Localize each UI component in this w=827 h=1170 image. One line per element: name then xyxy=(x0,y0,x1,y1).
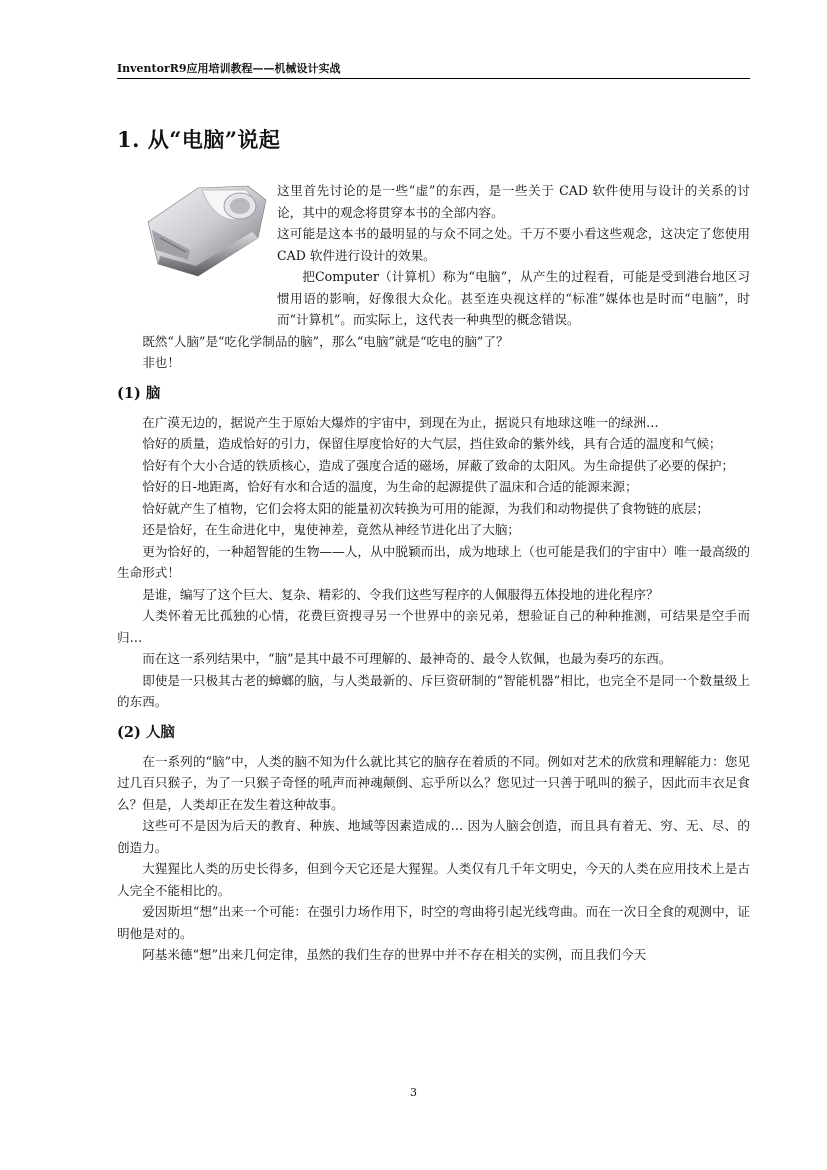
brain-paragraph: 人类怀着无比孤独的心情，花费巨资搜寻另一个世界中的亲兄弟，想验证自己的种种推测，可结果是空手而归… xyxy=(117,608,750,645)
intro-paragraph-4: 既然“人脑”是“吃化学制品的脑”，那么“电脑”就是“吃电的脑”了？ xyxy=(142,333,509,349)
human-brain-paragraph: 阿基米德“想”出来几何定律，虽然的我们生存的世界中并不存在相关的实例，而且我们今天 xyxy=(142,947,647,962)
human-brain-paragraph: 这些可不是因为后天的教育、种族、地域等因素造成的… 因为人脑会创造，而且具有着无、穷、无、尽、的创造力。 xyxy=(117,818,750,855)
brain-paragraph: 在广漠无边的，据说产生于原始大爆炸的宇宙中，到现在为止，据说只有地球这唯一的绿洲… xyxy=(142,414,659,430)
intro-paragraph-1: 这里首先讨论的是一些“虚”的东西，是一些关于 CAD 软件使用与设计的关系的讨论，其中的观念将贯穿本书的全部内容。 xyxy=(277,183,750,220)
human-brain-paragraph: 爱因斯坦“想”出来一个可能：在强引力场作用下，时空的弯曲将引起光线弯曲。而在一次日全食的观测中，证明他是对的。 xyxy=(117,904,750,941)
human-brain-paragraph: 在一系列的“脑”中，人类的脑不知为什么就比其它的脑存在着质的不同。例如对艺术的欣赏和理解能力：您见过几百只猴子，为了一只猴子奇怪的吼声而神魂颠倒、忘乎所以么？您见过一只善于吼叫的猴子，因此而丰衣足食么？但是，人类却正在发生着这种故事。 xyxy=(117,753,750,812)
brain-paragraph: 恰好就产生了植物，它们会将太阳的能量初次转换为可用的能源，为我们和动物提供了食物链的底层； xyxy=(142,500,709,516)
document-body xyxy=(117,180,750,966)
page-title: 1. 从“电脑”说起 xyxy=(117,127,281,152)
section-heading-human-brain: (2) 人脑 xyxy=(117,723,175,741)
brain-paragraph: 更为恰好的，一种超智能的生物——人，从中脱颖而出，成为地球上（也可能是我们的宇宙中）唯一最高级的生命形式！ xyxy=(117,543,750,580)
human-brain-paragraph: 大猩猩比人类的历史长得多，但到今天它还是大猩猩。人类仅有几千年文明史，今天的人类在应用技术上是古人完全不能相比的。 xyxy=(117,861,750,898)
brain-paragraph: 而在这一系列结果中，“脑”是其中最不可理解的、最神奇的、最令人钦佩，也最为奏巧的东西。 xyxy=(142,651,672,666)
header-divider xyxy=(117,78,750,79)
running-header: InventorR9应用培训教程——机械设计实战 xyxy=(117,62,341,75)
brain-paragraph: 是谁，编写了这个巨大、复杂、精彩的、令我们这些写程序的人佩服得五体投地的进化程序？ xyxy=(142,586,659,602)
brain-paragraph: 恰好的日-地距离，恰好有水和合适的温度，为生命的起源提供了温床和合适的能源来源； xyxy=(142,479,638,494)
intro-paragraph-5: 非也！ xyxy=(142,355,180,370)
page-number: 3 xyxy=(410,1086,417,1099)
brain-paragraph: 恰好有个大小合适的铁质核心，造成了强度合适的磁场，屏蔽了致命的太阳风。为生命提供了必要的保护； xyxy=(142,457,735,473)
brain-paragraph: 即使是一只极其古老的蟑螂的脑，与人类最新的、斥巨资研制的“智能机器”相比，也完全不是同一个数量级上的东西。 xyxy=(117,672,750,709)
intro-section xyxy=(117,180,750,266)
brain-paragraph: 还是恰好，在生命进化中，鬼使神差，竟然从神经节进化出了大脑； xyxy=(142,522,520,537)
intro-paragraph-2: 这可能是这本书的最明显的与众不同之处。千万不要小看这些观念，这决定了您使用 CAD 软件进行设计的效果。 xyxy=(277,226,750,263)
section-heading-brain: (1) 脑 xyxy=(117,384,161,402)
brain-paragraph: 恰好的质量，造成恰好的引力，保留住厚度恰好的大气层，挡住致命的紫外线，具有合适的温度和气候； xyxy=(142,436,722,451)
intro-paragraph-3: 把Computer（计算机）称为“电脑”，从产生的过程看，可能是受到港台地区习惯用语的影响，好像很大众化。甚至连央视这样的“标准”媒体也是时而“电脑”，时而“计算机”。而实际上，这代表一种典型的概念错误。 xyxy=(277,269,750,327)
